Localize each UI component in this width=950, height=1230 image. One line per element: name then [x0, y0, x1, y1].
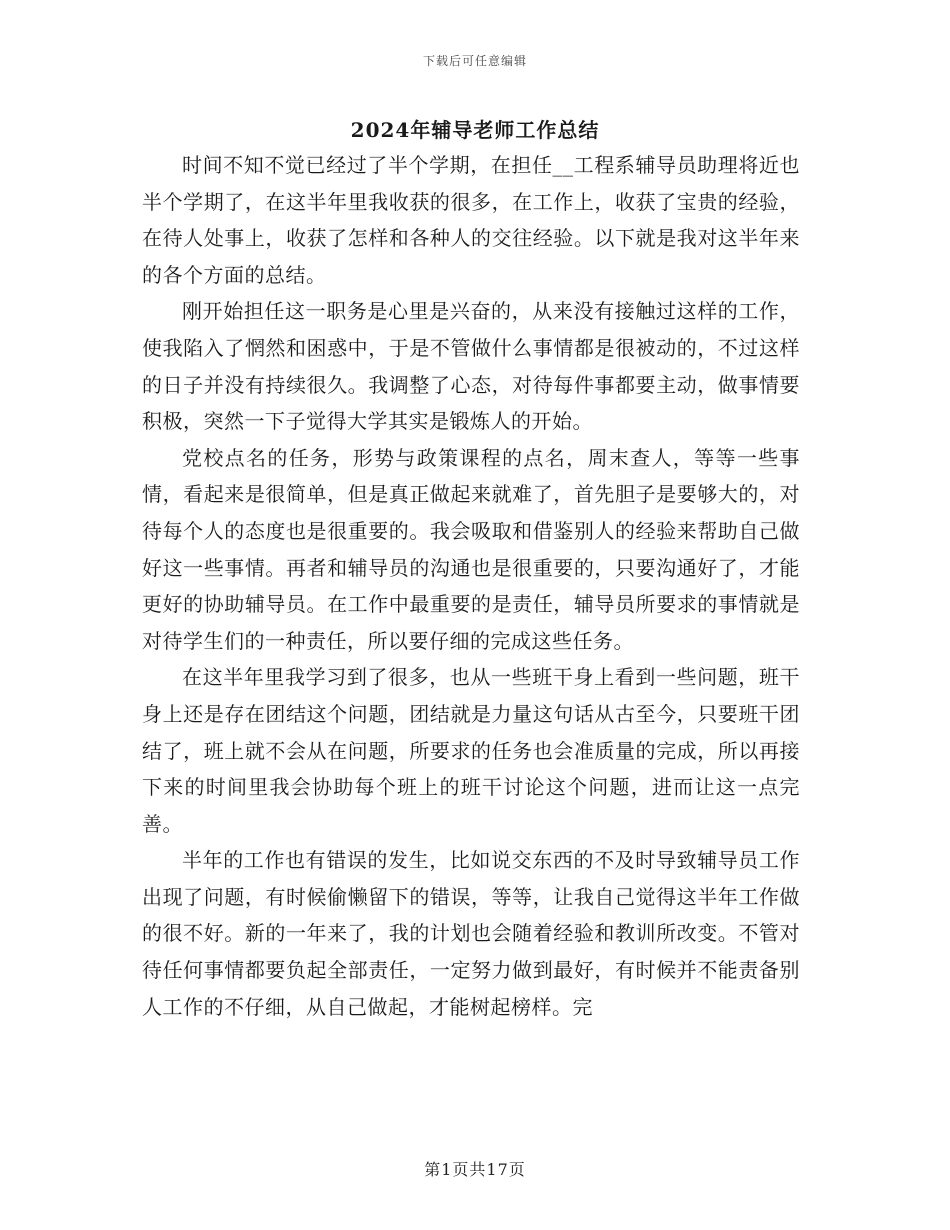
paragraph: 党校点名的任务，形势与政策课程的点名，周末查人，等等一些事情，看起来是很简单，但是真正做起来就难了，首先胆子是要够大的，对待每个人的态度也是很重要的。我会吸取和借鉴别人的经验来帮助自己做好这一些事情。再者和辅导员的沟通也是很重要的，只要沟通好了，才能更好的协助辅导员。在工作中最重要的是责任，辅导员所要求的事情就是对待学生们的一种责任，所以要仔细的完成这些任务。 — [142, 445, 800, 653]
document-body — [142, 147, 800, 1025]
paragraph: 在这半年里我学习到了很多，也从一些班干身上看到一些问题，班干身上还是存在团结这个问题，团结就是力量这句话从古至今，只要班干团结了，班上就不会从在问题，所要求的任务也会准质量的完成，所以再接下来的时间里我会协助每个班上的班干讨论这个问题，进而让这一点完善。 — [142, 665, 800, 836]
page-header-note: 下载后可任意编辑 — [422, 54, 527, 68]
paragraph: 刚开始担任这一职务是心里是兴奋的，从来没有接触过这样的工作，使我陷入了惘然和困惑中，于是不管做什么事情都是很被动的，不过这样的日子并没有持续很久。我调整了心态，对待每件事都要主动，做事情要积极，突然一下子觉得大学其实是锻炼人的开始。 — [142, 299, 800, 434]
page-number: 第1页共17页 — [424, 1160, 526, 1179]
paragraph: 半年的工作也有错误的发生，比如说交东西的不及时导致辅导员工作出现了问题，有时候偷懒留下的错误，等等，让我自己觉得这半年工作做的很不好。新的一年来了，我的计划也会随着经验和教训所改变。不管对待任何事情都要负起全部责任，一定努力做到最好，有时候并不能责备别人工作的不仔细，从自己做起，才能树起榜样。完 — [142, 848, 800, 1019]
document-title: 2024年辅导老师工作总结 — [350, 118, 600, 142]
paragraph: 时间不知不觉已经过了半个学期，在担任__工程系辅导员助理将近也半个学期了，在这半年里我收获的很多，在工作上，收获了宝贵的经验，在待人处事上，收获了怎样和各种人的交往经验。以下就是我对这半年来的各个方面的总结。 — [142, 153, 800, 287]
